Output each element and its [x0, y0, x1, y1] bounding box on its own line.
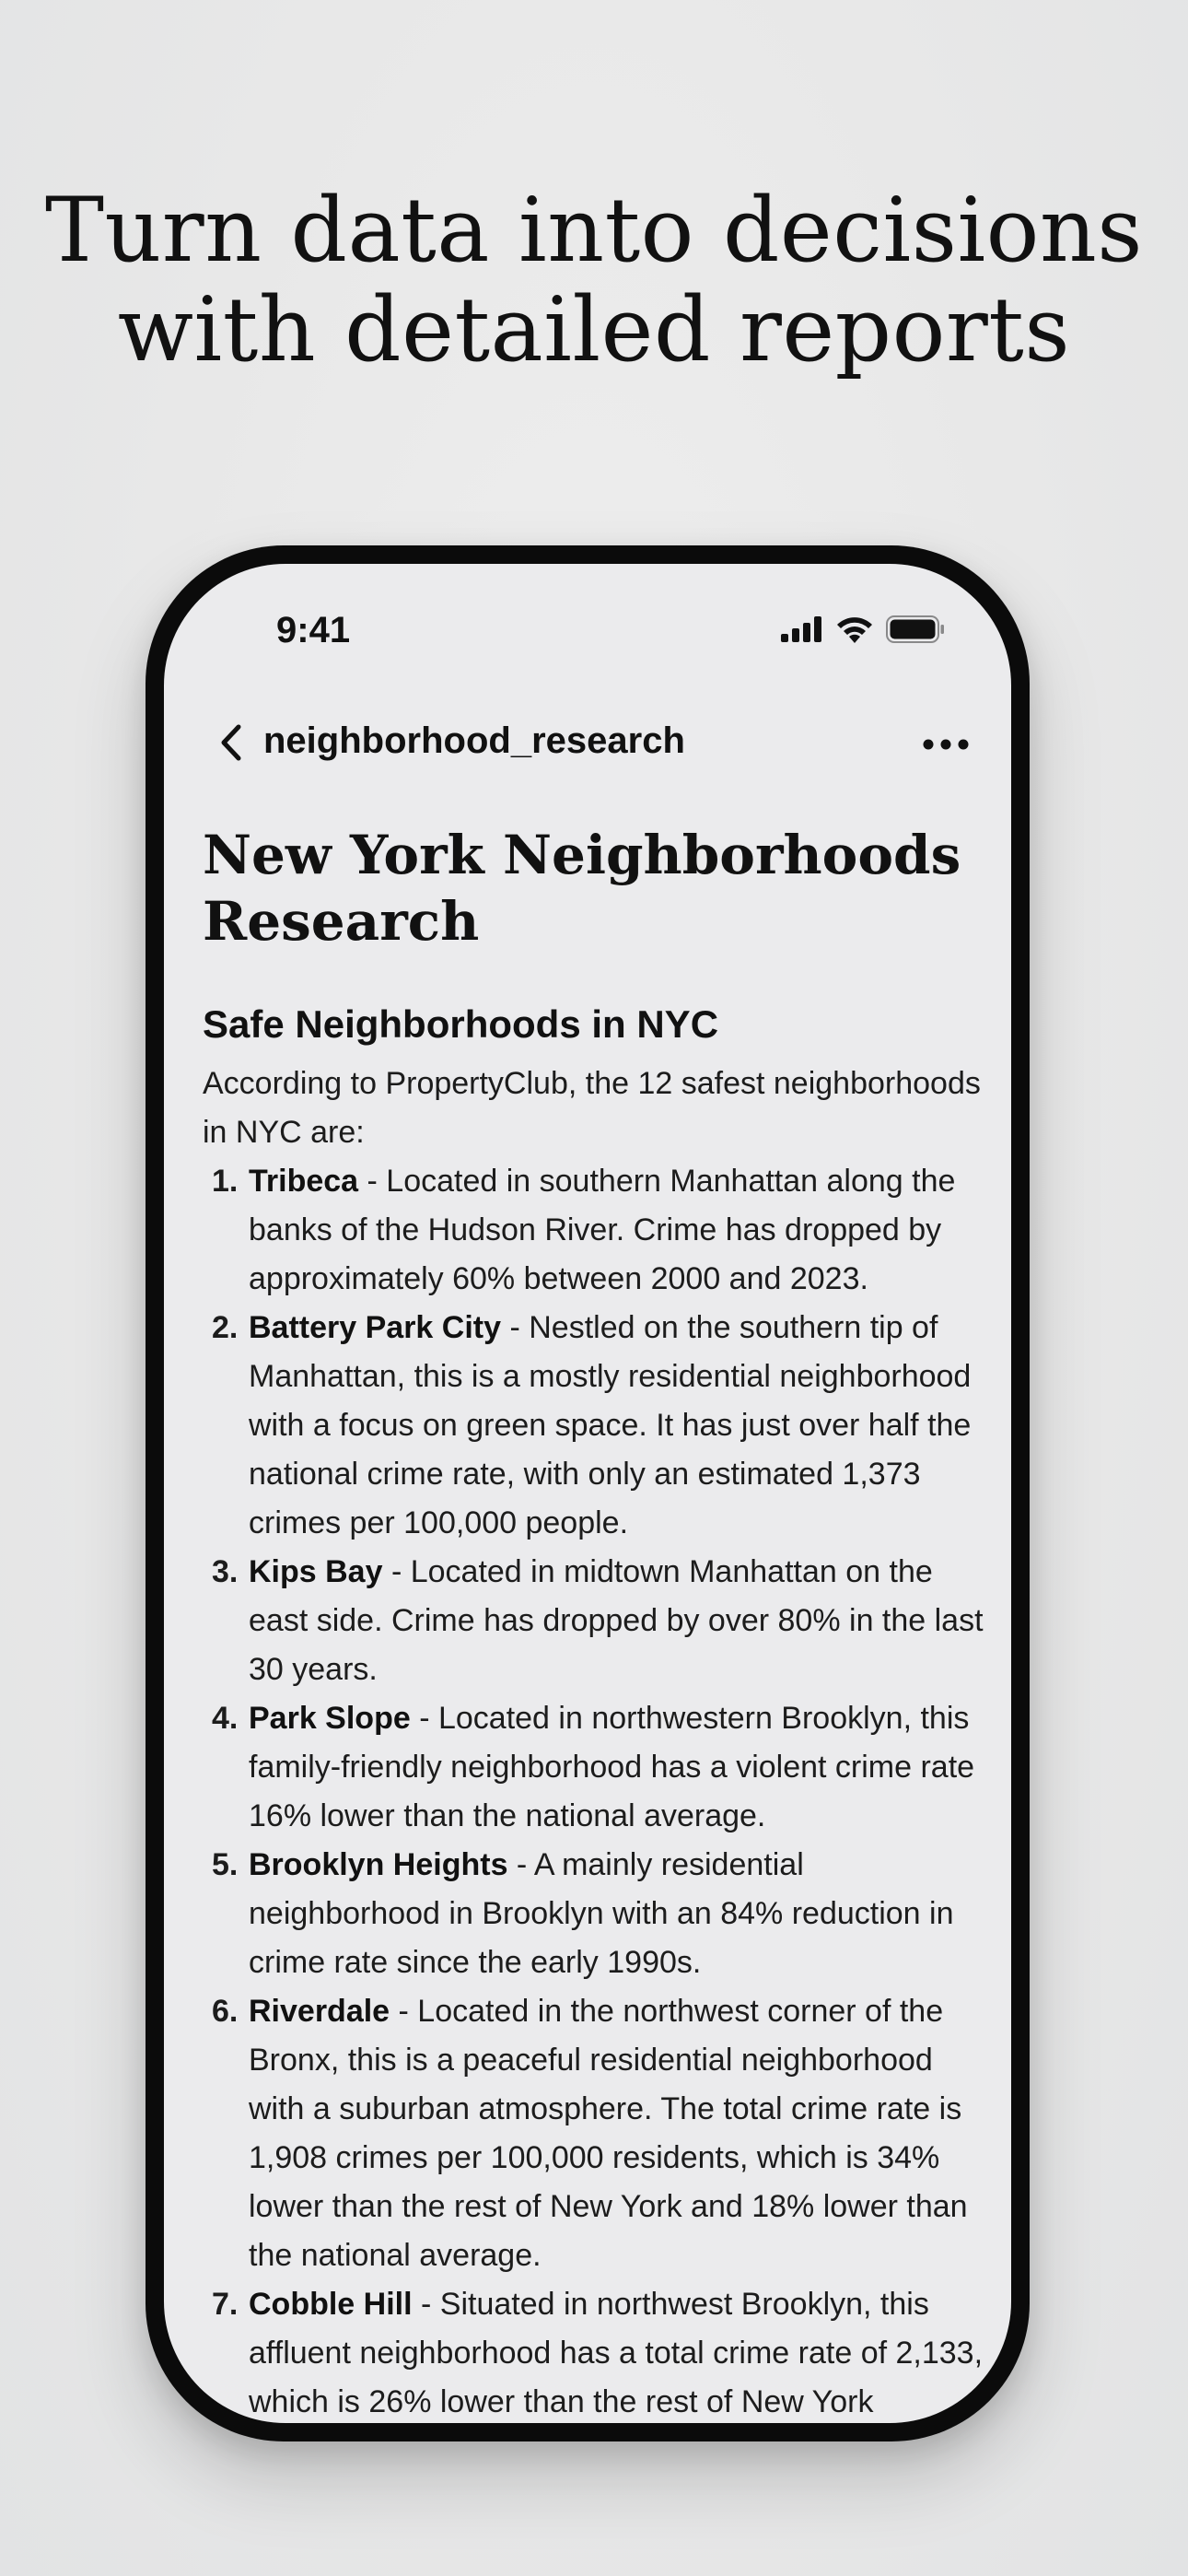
list-item-name: Tribeca	[249, 1164, 359, 1199]
list-item-number: 1.	[212, 1164, 239, 1199]
list-item-text: - Located in southern Manhattan along the banks of the Hudson River. Crime has dropped by approximately 60% between 2000 and 2023.	[249, 1164, 956, 1296]
list-item-name: Cobble Hill	[249, 2287, 413, 2322]
list-item-text: - Located in northwestern Brooklyn, this family-friendly neighborhood has a violent crime rate 16% lower than the national average.	[249, 1701, 975, 1833]
list-item-text: - A mainly residential neighborhood in Brooklyn with an 84% reduction in crime rate since the early 1990s.	[249, 1847, 954, 1980]
list-item	[203, 1548, 995, 1694]
list-item	[203, 1694, 995, 1841]
list-item-number: 7.	[212, 2287, 239, 2322]
list-item-name: Riverdale	[249, 1994, 390, 2029]
list-item	[203, 2280, 995, 2423]
list-item-number: 4.	[212, 1701, 239, 1736]
list-item	[203, 1304, 995, 1548]
list-item-number: 3.	[212, 1554, 239, 1589]
status-bar	[164, 564, 1011, 693]
list-item-number: 6.	[212, 1994, 239, 2029]
list-item-name: Kips Bay	[249, 1554, 383, 1589]
list-item-number: 5.	[212, 1847, 239, 1882]
document-content	[203, 822, 995, 2423]
phone-screen	[164, 564, 1011, 2423]
status-time: 9:41	[276, 610, 351, 650]
status-icons	[781, 615, 945, 643]
list-item-name: Battery Park City	[249, 1310, 502, 1345]
ellipsis-icon[interactable]	[914, 719, 978, 770]
document-title: New York Neighborhoods Research	[203, 824, 961, 953]
phone-frame	[146, 545, 1030, 2441]
nav-title: neighborhood_research	[263, 720, 685, 761]
wifi-icon	[836, 615, 873, 643]
list-item	[203, 1987, 995, 2280]
list-item-text: - Located in midtown Manhattan on the east side. Crime has dropped by over 80% in the last 30 years.	[249, 1554, 984, 1687]
list-item-name: Brooklyn Heights	[249, 1847, 508, 1882]
list-item	[203, 1841, 995, 1987]
list-item-number: 2.	[212, 1310, 239, 1345]
intro-text: According to PropertyClub, the 12 safest neighborhoods in NYC are:	[203, 1066, 981, 1150]
neighborhood-list	[203, 1157, 995, 2423]
chevron-left-icon[interactable]	[204, 715, 260, 770]
nav-bar	[164, 693, 1011, 794]
list-item-name: Park Slope	[249, 1701, 411, 1736]
list-item-text: - Nestled on the southern tip of Manhattan, this is a mostly residential neighborhood with a focus on green space. It has just over half the national crime rate, with only an estimated 1,373 crimes per 100,000 people.	[249, 1310, 972, 1540]
signal-icon	[781, 616, 823, 642]
list-item-text: - Situated in northwest Brooklyn, this affluent neighborhood has a total crime rate of 2,133, which is 26% lower than the rest of New York	[249, 2287, 984, 2419]
section-heading: Safe Neighborhoods in NYC	[203, 1002, 719, 1046]
list-item	[203, 1157, 995, 1304]
battery-icon	[886, 615, 945, 643]
headline: Turn data into decisions with detailed reports	[44, 179, 1144, 381]
list-item-text: - Located in the northwest corner of the Bronx, this is a peaceful residential neighborhood with a suburban atmosphere. The total crime rate is 1,908 crimes per 100,000 residents, which is 34% lower than the rest of New York and 18% lower than the national average.	[249, 1994, 968, 2273]
